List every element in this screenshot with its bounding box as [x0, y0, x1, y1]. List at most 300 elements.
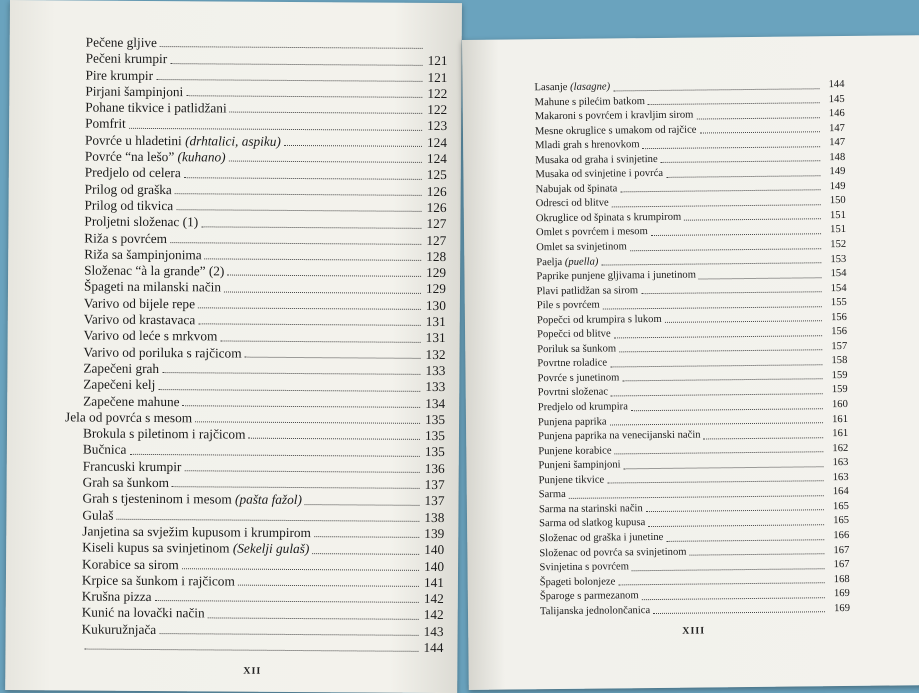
dot-leader [641, 291, 821, 294]
toc-entry-title [82, 621, 157, 638]
toc-entry-title [538, 429, 701, 445]
toc-entry-title-text: Pirjani šampinjoni [85, 83, 183, 99]
toc-entry-title [538, 400, 628, 415]
toc-entry-page-number: 169 [828, 587, 850, 602]
toc-entry-title [536, 269, 696, 285]
dot-leader [205, 259, 422, 262]
dot-leader [631, 408, 823, 411]
dot-leader [618, 582, 824, 585]
dot-leader [601, 262, 821, 265]
toc-entry-page-number: 129 [424, 281, 446, 297]
dot-leader [198, 307, 421, 310]
toc-entry-page-number: 125 [425, 167, 447, 183]
dot-leader [696, 117, 819, 119]
toc-entry-title-text: Popečci od blitve [537, 329, 611, 341]
toc-entry-title [85, 197, 174, 214]
dot-leader [227, 275, 421, 277]
toc-entry-title [537, 313, 662, 329]
dot-leader [653, 611, 825, 614]
toc-entry-title [534, 80, 610, 95]
toc-entry-page-number: 138 [422, 510, 444, 526]
dot-leader [182, 568, 419, 571]
toc-entry-title [83, 360, 159, 377]
toc-entry-title [85, 181, 172, 198]
toc-entry-title [536, 255, 598, 270]
dot-leader [186, 95, 422, 98]
toc-entry-page-number: 130 [424, 298, 446, 314]
dot-leader [170, 63, 422, 66]
toc-entry-title-italic: (Sekelji gulaš) [233, 541, 310, 557]
toc-entry-title-text: Predjelo od celera [85, 165, 181, 181]
toc-entry-title [84, 279, 221, 296]
toc-entry-title-text: Šparoge s parmezanom [540, 590, 639, 602]
toc-entry-title-text: Složenac od graška i junetine [539, 532, 663, 544]
toc-entry-page-number: 163 [826, 456, 848, 471]
toc-entry-page-number: 129 [424, 265, 446, 281]
toc-entry-title [84, 230, 167, 247]
toc-entry-title [537, 371, 619, 386]
toc-entry-page-number: 141 [422, 575, 444, 591]
dot-leader [156, 79, 422, 82]
dot-leader [614, 335, 822, 338]
toc-entry-title-text: Kiseli kupus sa svinjetinom [82, 540, 233, 556]
toc-entry-page-number: 155 [825, 296, 847, 311]
toc-entry-title [82, 589, 152, 606]
toc-entry-title-italic: (drhtalici, aspiku) [185, 133, 281, 149]
dot-leader [129, 128, 422, 131]
toc-entry-title-italic: (kuhano) [178, 149, 226, 164]
toc-entry-title [539, 517, 645, 533]
toc-entry-title-text: Francuski krumpir [83, 458, 182, 474]
toc-entry-title [539, 473, 605, 488]
dot-leader [284, 145, 422, 147]
toc-entry-title [84, 312, 196, 329]
toc-entry-title-text: Prilog od graška [85, 181, 172, 197]
toc-entry-title-text: Nabujak od špinata [536, 183, 618, 195]
toc-entry-page-number: 165 [827, 500, 849, 515]
toc-entry-title-italic: (puella) [565, 256, 599, 267]
toc-entry-title-text: Paelja [536, 256, 565, 267]
dot-leader [195, 421, 420, 424]
toc-entry-page-number: 127 [424, 216, 446, 232]
toc-entry-page-number: 140 [422, 542, 444, 558]
toc-entry-title [83, 458, 182, 475]
toc-entry-page-number: 135 [423, 444, 445, 460]
dot-leader [666, 539, 824, 542]
dot-leader [611, 393, 823, 396]
toc-entry-page-number: 146 [823, 107, 845, 122]
toc-entry [540, 602, 850, 620]
toc-entry-title [535, 95, 645, 111]
toc-entry-title [540, 589, 639, 605]
toc-entry-title [536, 197, 609, 212]
toc-entry-title [83, 393, 179, 410]
toc-entry-title [84, 328, 218, 345]
dot-leader [665, 321, 822, 324]
dot-leader [603, 306, 822, 309]
toc-entry-title-text: Varivo od leće s mrkvom [84, 328, 218, 344]
toc-entry-page-number: 151 [824, 223, 846, 238]
toc-entry-title-text: Pire krumpir [85, 67, 153, 82]
toc-entry-title [539, 502, 643, 518]
toc-entry-title [82, 507, 113, 524]
toc-entry-title [85, 149, 226, 166]
toc-entry-page-number: 154 [824, 267, 846, 282]
toc-entry-title-text: Krušna pizza [82, 589, 152, 604]
toc-entry-title [83, 344, 241, 361]
toc-entry-title-text: Riža sa šampinjonima [84, 246, 202, 262]
toc-entry-page-number: 140 [422, 558, 444, 574]
toc-entry-page-number: 135 [423, 428, 445, 444]
toc-entry [63, 637, 443, 656]
toc-entry-title-text: Odresci od blitve [536, 198, 609, 210]
toc-entry-title-text: Brokula s piletinom i rajčicom [83, 426, 246, 442]
toc-entry-page-number: 137 [422, 493, 444, 509]
toc-entry-page-number: 150 [824, 194, 846, 209]
toc-entry-title [83, 475, 170, 492]
dot-leader [615, 451, 824, 454]
toc-entry-title [536, 226, 648, 242]
toc-entry-title-text: Varivo od bijele repe [84, 295, 195, 311]
dot-leader [305, 504, 420, 506]
right-toc [534, 78, 850, 619]
toc-entry-page-number: 127 [424, 232, 446, 248]
toc-entry-page-number: 147 [823, 122, 845, 137]
toc-entry-title-text: Bučnica [83, 442, 127, 457]
toc-entry-page-number: 126 [425, 184, 447, 200]
toc-entry-title-text: Makaroni s povrćem i kravljim sirom [535, 110, 694, 123]
dot-leader [661, 161, 821, 164]
toc-entry-title [536, 211, 681, 227]
toc-entry-title [539, 531, 663, 547]
toc-entry-title [540, 575, 616, 590]
dot-leader [646, 510, 824, 513]
toc-entry-title [539, 488, 566, 503]
toc-entry-title-text: Punjena paprika na venecijanski način [538, 430, 700, 443]
toc-entry-title-text: Janjetina sa svježim kupusom i krumpirom [82, 523, 311, 540]
toc-entry-title-text: Grah sa šunkom [83, 475, 170, 491]
toc-entry-page-number: 166 [827, 529, 849, 544]
dot-leader [224, 291, 421, 293]
dot-leader [612, 204, 821, 207]
toc-entry-title [85, 67, 153, 84]
toc-entry-page-number: 128 [424, 249, 446, 265]
dot-leader [699, 131, 819, 133]
toc-entry-page-number: 153 [824, 253, 846, 268]
toc-entry-page-number: 139 [422, 526, 444, 542]
dot-leader [198, 324, 421, 327]
toc-entry-title [84, 214, 198, 231]
toc-entry-title [82, 572, 235, 589]
toc-entry-title [85, 83, 183, 100]
dot-leader [201, 226, 421, 229]
dot-leader [129, 454, 419, 457]
toc-entry-title-text: Popečci od krumpira s lukom [537, 314, 662, 326]
toc-entry-page-number: 163 [827, 471, 849, 486]
dot-leader [630, 248, 821, 251]
toc-entry-page-number: 142 [422, 607, 444, 623]
toc-entry-title-text: Gulaš [82, 507, 113, 522]
toc-entry-title-text: Pile s povrćem [537, 300, 600, 312]
dot-leader [648, 102, 820, 105]
toc-entry-page-number: 161 [826, 413, 848, 428]
dot-leader [229, 161, 422, 163]
dot-leader [620, 190, 820, 193]
dot-leader [569, 495, 824, 499]
page-folio-right: XIII [682, 625, 705, 636]
toc-entry-page-number: 137 [423, 477, 445, 493]
dot-leader [642, 597, 825, 600]
toc-entry-title-text: Punjene korabice [538, 445, 611, 457]
toc-entry-page-number: 164 [827, 485, 849, 500]
toc-entry-title [539, 560, 629, 575]
dot-leader [651, 233, 821, 236]
toc-entry-title-text: Punjeni šampinjoni [538, 460, 620, 472]
dot-leader [238, 585, 419, 587]
toc-entry-title-text: Musaka od graha i svinjetine [535, 154, 657, 166]
toc-entry-title [538, 415, 607, 430]
toc-entry-title-text: Pečeni krumpir [86, 51, 168, 67]
toc-entry-page-number: 158 [825, 354, 847, 369]
toc-entry-title-text: Kukuružnjača [82, 621, 157, 637]
dot-leader [84, 649, 418, 652]
toc-entry-title-text: Zapečene mahune [83, 393, 179, 409]
dot-leader [248, 438, 420, 440]
toc-entry-title-text: Složenac “à la grande” (2) [84, 263, 224, 279]
dot-leader [176, 209, 421, 212]
toc-entry-title-text: Sarma od slatkog kupusa [539, 518, 645, 530]
toc-entry-page-number: 149 [823, 165, 845, 180]
toc-entry-page-number: 126 [425, 200, 447, 216]
toc-entry-page-number: 167 [827, 543, 849, 558]
dot-leader [613, 88, 819, 91]
toc-entry-title-text: Predjelo od krumpira [538, 401, 628, 413]
left-page [5, 0, 462, 693]
toc-entry-page-number: 121 [425, 69, 447, 85]
toc-entry-page-number: 122 [425, 86, 447, 102]
dot-leader [619, 350, 822, 353]
toc-entry-title-text: Grah s tjesteninom i mesom [82, 491, 235, 507]
toc-entry-title-text: Punjena paprika [538, 416, 607, 428]
toc-entry-title [535, 153, 658, 169]
right-page [462, 35, 919, 690]
toc-entry-page-number: 149 [823, 180, 845, 195]
toc-entry-page-number: 143 [422, 624, 444, 640]
toc-entry-title [83, 426, 246, 443]
toc-entry-title-text: Sarma na starinski način [539, 503, 643, 515]
toc-entry-title [82, 556, 179, 573]
toc-entry-title [535, 167, 663, 183]
toc-entry-title [537, 342, 616, 357]
dot-leader [208, 617, 419, 619]
toc-entry-page-number: 152 [824, 238, 846, 253]
toc-entry-page-number: 144 [421, 640, 443, 656]
dot-leader [610, 364, 822, 367]
toc-entry-title [538, 459, 620, 474]
toc-entry-title-text: Punjene tikvice [539, 474, 605, 486]
toc-entry-title [535, 123, 697, 139]
dot-leader [184, 177, 422, 180]
toc-entry-page-number: 131 [424, 314, 446, 330]
toc-entry-title [539, 545, 686, 561]
dot-leader [159, 633, 418, 636]
toc-entry-title-text: Špageti na milanski način [84, 279, 221, 295]
dot-leader [158, 389, 420, 392]
toc-entry-page-number: 122 [425, 102, 447, 118]
toc-entry-title-text: Sarma [539, 489, 566, 500]
dot-leader [116, 519, 419, 522]
toc-entry-title-text: Povrće s junetinom [537, 372, 619, 384]
toc-entry-title-text: Riža s povrćem [84, 230, 167, 246]
toc-entry-title-text: Musaka od svinjetine i povrća [535, 168, 663, 180]
toc-entry-page-number: 162 [826, 442, 848, 457]
toc-entry [64, 621, 444, 640]
toc-entry-title-text: Omlet s povrćem i mesom [536, 227, 648, 239]
dot-leader [610, 422, 823, 425]
toc-entry-page-number: 160 [826, 398, 848, 413]
dot-leader [648, 524, 824, 527]
dot-leader [690, 553, 825, 555]
toc-entry-title [82, 540, 309, 558]
toc-entry-title [84, 263, 224, 280]
toc-entry-title-text: Okruglice od špinata s krumpirom [536, 212, 681, 225]
dot-leader [624, 466, 824, 469]
toc-entry-title [85, 116, 126, 133]
toc-entry-page-number: 148 [823, 151, 845, 166]
toc-entry-page-number: 142 [422, 591, 444, 607]
toc-entry-page-number: 169 [828, 602, 850, 617]
dot-leader [632, 568, 825, 571]
toc-entry-title-text: Varivo od poriluka s rajčicom [83, 344, 241, 360]
toc-entry-title [536, 240, 627, 255]
toc-entry-title [535, 109, 694, 125]
toc-entry-title-text: Povrtni složenac [538, 387, 608, 399]
toc-entry-page-number: 154 [825, 282, 847, 297]
toc-entry-title [538, 444, 611, 459]
toc-entry-title [82, 523, 311, 541]
toc-entry-title-text: Povrće u hladetini [85, 132, 185, 148]
dot-leader [704, 437, 824, 439]
toc-entry-page-number: 159 [825, 369, 847, 384]
toc-entry-title [86, 51, 168, 68]
toc-entry-title-text: Talijanska jednolončanica [540, 605, 650, 617]
toc-entry-title-text: Pohane tikvice i patlidžani [85, 100, 227, 116]
toc-entry-title-text: Plavi patlidžan sa sirom [537, 285, 639, 297]
toc-entry-title-text: Pomfrit [85, 116, 126, 131]
toc-entry-page-number: 147 [823, 136, 845, 151]
toc-entry-title [84, 295, 195, 312]
dot-leader [162, 372, 420, 375]
toc-entry-title-text: Zapečeni kelj [83, 377, 155, 393]
dot-leader [175, 193, 422, 196]
toc-entry-page-number: 124 [425, 135, 447, 151]
toc-entry-title [537, 357, 607, 372]
toc-entry-title-text: Zapečeni grah [83, 360, 159, 376]
toc-entry-page-number: 157 [825, 340, 847, 355]
dot-leader [622, 379, 822, 382]
toc-entry-title [537, 284, 639, 300]
toc-entry-title-text: Varivo od krastavaca [84, 312, 196, 328]
toc-entry-title [535, 138, 640, 154]
toc-entry-page-number: 133 [423, 379, 445, 395]
toc-entry-page-number: 121 [426, 53, 448, 69]
toc-entry-title-text: Poriluk sa šunkom [537, 343, 616, 355]
toc-entry-page-number: 136 [423, 461, 445, 477]
toc-entry-title-text: Korabice sa sirom [82, 556, 179, 572]
toc-entry-page-number: 161 [826, 427, 848, 442]
toc-entry-title [82, 605, 205, 622]
toc-entry-title-text: Povrće “na lešo” [85, 149, 178, 165]
toc-entry-title-text: Paprike punjene gljivama i junetinom [536, 270, 696, 283]
toc-entry-title-text: Prilog od tikvica [85, 197, 174, 213]
toc-entry-title-text: Jela od povrća s mesom [65, 409, 192, 425]
toc-entry-page-number: 165 [827, 514, 849, 529]
toc-entry-title-text: Pečene gljive [86, 35, 157, 50]
toc-entry-page-number: 132 [423, 347, 445, 363]
dot-leader [220, 340, 420, 342]
toc-entry-page-number: 167 [827, 558, 849, 573]
dot-leader [245, 357, 421, 359]
dot-leader [312, 553, 419, 555]
toc-entry-page-number: 134 [423, 395, 445, 411]
toc-entry-title [83, 377, 155, 394]
toc-entry-title-text: Svinjetina s povrćem [539, 561, 629, 573]
dot-leader [230, 112, 423, 114]
toc-entry-title [537, 299, 600, 314]
dot-leader [607, 481, 823, 484]
toc-entry-title [537, 328, 611, 343]
toc-entry-title [82, 491, 301, 509]
toc-entry-page-number: 133 [423, 363, 445, 379]
left-toc [63, 34, 447, 656]
toc-entry-page-number: 156 [825, 325, 847, 340]
toc-entry-page-number: 151 [824, 209, 846, 224]
toc-entry-title [85, 100, 227, 117]
toc-entry-page-number: 144 [822, 78, 844, 93]
toc-entry-title-text: Krpice sa šunkom i rajčicom [82, 572, 235, 588]
toc-entry-title-text: Kunić na lovački način [82, 605, 205, 621]
toc-entry-title [86, 35, 157, 52]
toc-entry-title [83, 442, 127, 459]
toc-entry-page-number: 168 [828, 573, 850, 588]
dot-leader [684, 219, 821, 221]
toc-entry-page-number: 156 [825, 311, 847, 326]
toc-entry-title [538, 386, 608, 401]
toc-entry-title-text: Povrtne roladice [537, 358, 607, 370]
dot-leader [666, 175, 820, 178]
dot-leader [643, 146, 821, 149]
toc-entry-title-text: Proljetni složenac (1) [84, 214, 198, 230]
toc-entry-title-text: Mesne okruglice s umakom od rajčice [535, 124, 697, 137]
toc-entry-title-text: Mladi grah s hrenovkom [535, 139, 640, 151]
toc-entry [64, 491, 444, 510]
toc-entry-title [84, 246, 202, 263]
dot-leader [160, 46, 423, 49]
page-folio-left: XII [243, 666, 261, 677]
toc-entry-title [65, 409, 192, 426]
toc-entry-title-text: Složenac od povrća sa svinjetinom [539, 546, 686, 559]
dot-leader [170, 242, 421, 245]
toc-entry-title-text: Lasanje [534, 82, 570, 93]
toc-entry-page-number: 159 [826, 383, 848, 398]
toc-entry-title-text: Omlet sa svinjetinom [536, 241, 627, 253]
dot-leader [155, 600, 419, 603]
toc-entry-page-number: 124 [425, 151, 447, 167]
dot-leader [172, 486, 420, 489]
toc-entry-page-number: 145 [823, 93, 845, 108]
toc-entry-title [540, 604, 650, 620]
dot-leader [183, 405, 421, 408]
